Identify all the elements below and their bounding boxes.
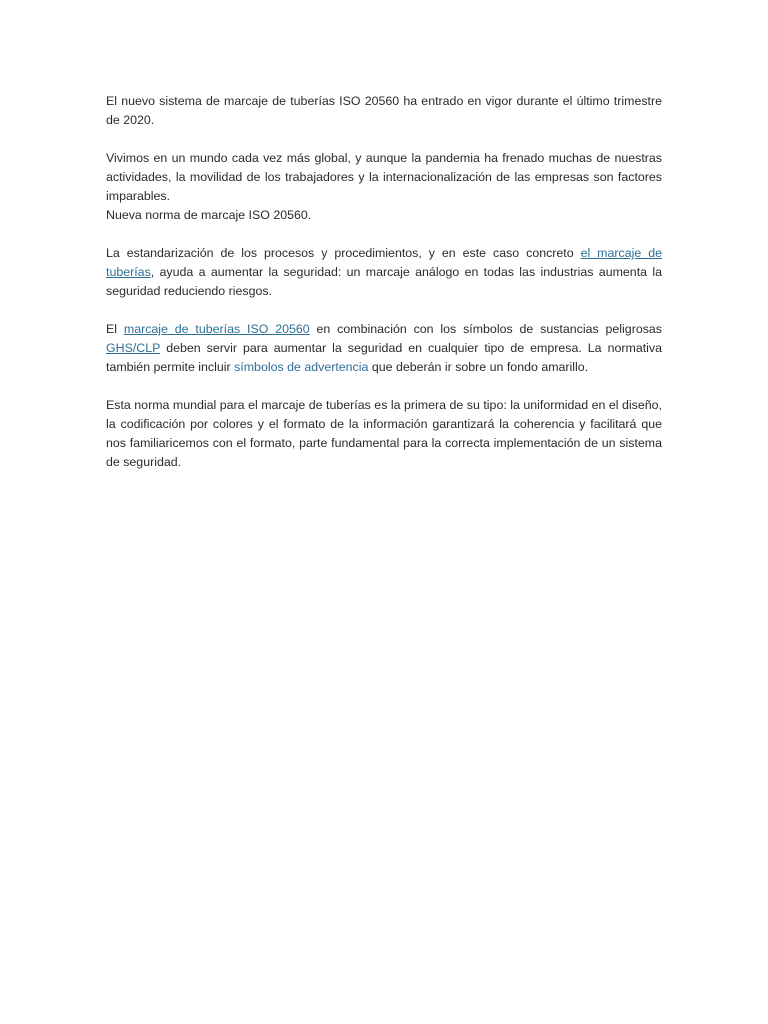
- text-segment: en combinación con los símbolos de sustancias peligrosas: [309, 322, 662, 336]
- paragraph-global: Vivimos en un mundo cada vez más global, y aunque la pandemia ha frenado muchas de nuestras actividades, la movilidad de los trabajadores y la internacionalización de las empresas son factores imparables.: [106, 151, 662, 203]
- text-segment: , ayuda a aumentar la seguridad: un marcaje análogo en todas las industrias aumenta la seguridad reduciendo riesgos.: [106, 265, 662, 298]
- link-ghs-clp[interactable]: GHS/CLP: [106, 341, 161, 355]
- paragraph-world-norm: Esta norma mundial para el marcaje de tuberías es la primera de su tipo: la uniformidad en el diseño, la codificación por colores y el formato de la información garantizará la coherencia y facilitará que nos familiaricemos con el formato, parte fundamental para la correcta implementación de un sistema de seguridad.: [106, 398, 662, 469]
- document-page: [106, 92, 662, 491]
- paragraph-iso-ghs: [106, 320, 662, 377]
- paragraph-new-norm: Nueva norma de marcaje ISO 20560.: [106, 208, 312, 222]
- link-pipe-marking[interactable]: el marcaje de tuberías: [106, 246, 662, 279]
- text-segment: La estandarización de los procesos y procedimientos, y en este caso concreto: [106, 246, 581, 260]
- text-segment: deben servir para aumentar la seguridad en cualquier tipo de empresa. La normativa también permite incluir: [106, 341, 662, 374]
- paragraph-standardization: [106, 244, 662, 301]
- paragraph-block-global: [106, 149, 662, 225]
- link-iso-20560[interactable]: marcaje de tuberías ISO 20560: [123, 322, 310, 336]
- link-warning-symbols[interactable]: símbolos de advertencia: [234, 360, 369, 374]
- paragraph-intro: El nuevo sistema de marcaje de tuberías ISO 20560 ha entrado en vigor durante el último trimestre de 2020.: [106, 94, 662, 127]
- text-segment: El: [106, 322, 124, 336]
- text-segment: que deberán ir sobre un fondo amarillo.: [368, 360, 589, 374]
